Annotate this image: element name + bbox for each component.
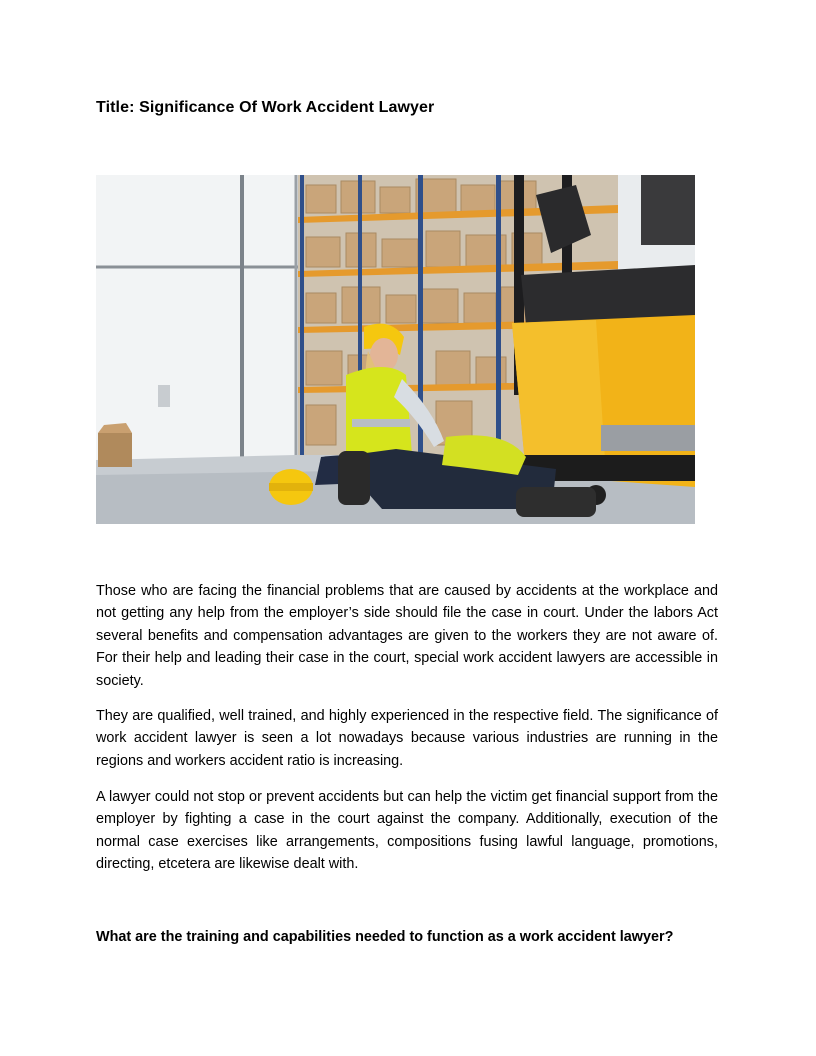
section-heading: What are the training and capabilities needed to function as a work accident lawyer? [96, 929, 674, 945]
body-paragraph-3: A lawyer could not stop or prevent accidents but can help the victim get financial support from the employer by fighting a case in the court against the company. Additionally, execution of the normal case exercises like arrangements, compositions fusing lawful language, promotions, directing, etcetera are likewise dealt with. [96, 789, 718, 873]
body-paragraph-1: Those who are facing the financial problems that are caused by accidents at the workplace and not getting any help from the employer’s side should file the case in court. Under the labors Act several benefits and compensation advantages are given to the workers they are not aware of. For their help and leading their case in the court, special work accident lawyers are accessible in society. [96, 583, 718, 689]
warehouse-accident-photo [96, 175, 695, 524]
document-title: Title: Significance Of Work Accident Lawyer [96, 99, 435, 116]
body-paragraph-2: They are qualified, well trained, and highly experienced in the respective field. The significance of work accident lawyer is seen a lot nowadays because various industries are running in the regions and workers accident ratio is increasing. [96, 708, 718, 769]
